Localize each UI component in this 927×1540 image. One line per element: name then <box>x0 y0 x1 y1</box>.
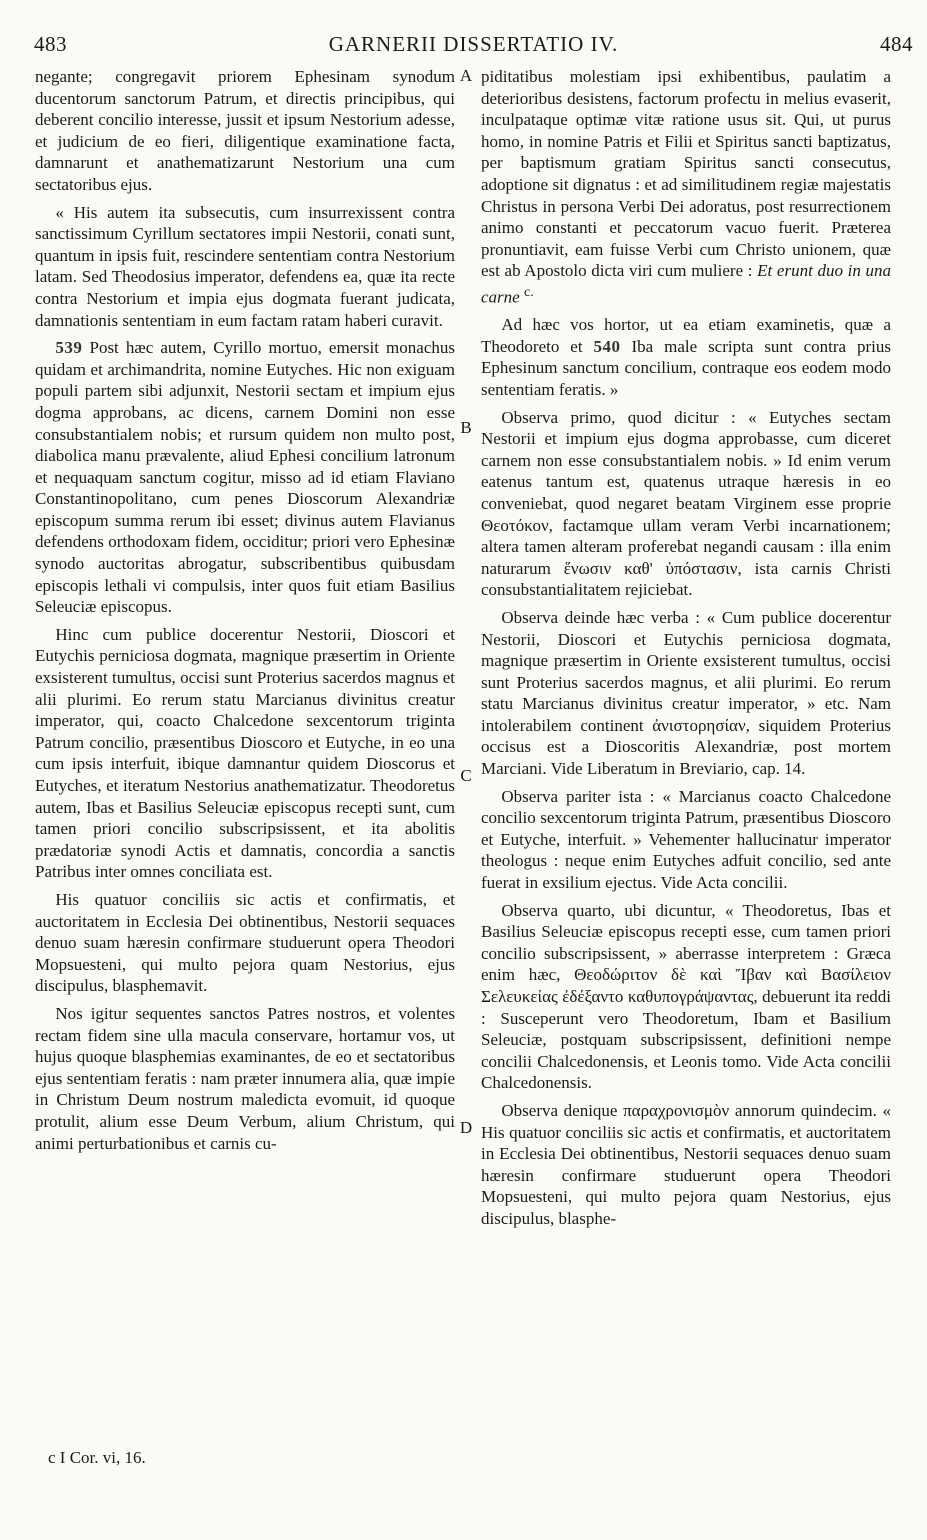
right-paragraph-2-text-b: Iba male scripta sunt contra prius Ephesinum sanctum concilium, contraque eos eodem modo sententiam feratis. » <box>481 336 892 399</box>
right-paragraph-2-text-a: Ad hæc vos hortor, ut ea etiam examinetis, quæ a Theodoreto et <box>481 315 891 356</box>
footnote-ref: c. <box>523 283 534 300</box>
page-number-left: 483 <box>34 32 67 56</box>
margin-letter-a: A <box>459 66 473 85</box>
left-paragraph-3 <box>35 337 455 618</box>
left-paragraph-1: negante; congregavit priorem Ephesinam synodum ducentorum sanctorum Patrum, et directis principibus, qui deberent concilio interesse, jussit et ipsum Nestorium adesse, et judicium de eo fieri, diligentique examinatione facta, damnarunt et anathematizarunt Nestorium una cum sectatoribus ejus. <box>35 67 455 194</box>
right-paragraph-1-text: piditatibus molestiam ipsi exhibentibus, paulatim a deterioribus desistens, factorum profectu in melius evaserit, inculpataque optimæ vitæ ratione usus sit. Qui, ut purus homo, in nomine Patris et Filii et Spiritus sancti baptizatus, per baptismum gratiam Spiritus sancti consecutus, adoptione sit dignatus : et ad similitudinem regiæ majestatis Christus in persona Verbi Dei adoratus, post resurrectionem animo constanti et peccatorum vacuo fuerit. Præterea pronuntiavit, eam fuisse Verbi cum Christo unionem, quæ est ab Apostolo dicta viri cum muliere : <box>481 67 891 281</box>
left-paragraph-6: Nos igitur sequentes sanctos Patres nostros, et volentes rectam fidem sine ulla macula conservare, hortamur vos, ut hujus quoque blasphemias examinantes, de eo et sectatoribus ejus sententiam feratis : nam præter innumera alia, quæ impie in Christum Deum nostrum maledicta evomuit, id quoque protulit, alium esse Deum Verbum, alium Christum, qui animi perturbationibus et carnis cu- <box>35 1003 455 1153</box>
right-paragraph-7: Observa denique παραχρονισμὸν annorum quindecim. « His quatuor conciliis sic actis et confirmatis, et auctoritatem in Ecclesia Dei obtinentibus, Nestorii sequaces denuo suam hæresin confirmare studuerunt opera Theodori Mopsuesteni, qui multo pejora quam Nestorius, ejus discipulus, blasphe- <box>481 1100 891 1228</box>
margin-letter-c: C <box>460 766 472 785</box>
running-header <box>34 32 913 62</box>
left-paragraph-3-text: Post hæc autem, Cyrillo mortuo, emersit monachus quidam et archimandrita, nomine Eutyches. Hic non exiguam populi partem sibi adjunxit, Nestorii sectam et impium ejus dogma approbans, ac dicens, carnem Domini non esse consubstantialem nobis; et rursum quidem non multo post, diabolica manu prævalente, aliud Ephesi concilium latronum et nequaquam sanctum cogitur, misso ad id etiam Flaviano Constantinopolitano, cum penes Dioscorum Alexandriæ episcopum summa rerum ibi esset; divinus autem Flavianus defendens orthodoxam fidem, occiditur; priori vero Ephesinæ synodo auctoritas abrogatur, subscribentibus quibusdam episcopis lethali vi compulsis, inter quos fuit etiam Basilius Seleuciæ episcopus. <box>35 338 455 617</box>
right-paragraph-1 <box>481 66 891 308</box>
right-paragraph-5: Observa pariter ista : « Marcianus coacto Chalcedone concilio sexcentorum triginta Patrum, præsentibus Dioscoro et Eutyche, interfuit. » Vehementer hallucinatur imperator theologus : neque enim Eutyches adfuit concilio, sed ante fuerat in exsilium ejectus. Vide Acta concilii. <box>481 786 891 893</box>
left-paragraph-2: « His autem ita subsecutis, cum insurrexissent contra sanctissimum Cyrillum sectatores impii Nestorii, conati sunt, quantum in ipsis fuit, rescindere sententiam contra Nestorium latam. Sed Theodosius imperator, defendens ea, quæ ita recte contra Nestorium et impia ejus dogmata fuerant judicata, damnationis sententiam in eum factam ratam haberi curavit. <box>35 202 455 330</box>
right-paragraph-6: Observa quarto, ubi dicuntur, « Theodoretus, Ibas et Basilius Seleuciæ episcopus recepti esse, cum tamen priori concilio subscripsissent, » aberrasse interpretem : Græca enim hæc, Θεοδώριτον δὲ καὶ Ἴβαν καὶ Βασίλειον Σελευκείας ἐδέξαντο καθυπογράψαντας, debuerunt ita reddi : Susceperunt vero Theodoretum, Ibam et Basilium Seleuciæ, postquam subscripsissent, definitioni nempe concilii Chalcedonensis, et Leonis tomo. Vide Acta concilii Chalcedonensis. <box>481 900 891 1093</box>
left-paragraph-5: His quatuor conciliis sic actis et confirmatis, et auctoritatem in Ecclesia Dei obtinentibus, Nestorii sequaces denuo suam hæresin confirmare studuerunt opera Theodori Mopsuesteni, qui multo pejora quam Nestorius, ejus discipulus, blasphemavit. <box>35 889 455 996</box>
margin-letter-b: B <box>460 418 472 437</box>
right-paragraph-2 <box>481 314 891 400</box>
left-column <box>35 66 455 1160</box>
right-paragraph-3: Observa primo, quod dicitur : « Eutyches sectam Nestorii et impium ejus dogma approbasse, cum diceret carnem non esse consubstantialem nobis. » Id enim verum eatenus tantum est, quatenus utraque hæresis in eo conveniebat, quod negaret beatam Virginem esse proprie Θεοτόκον, factamque ullam veram Verbi incarnationem; altera tamen alteram proferebat negandi causam : illa enim naturarum ἕνωσιν καθ' ὑπόστασιν, ista carnis Christi consubstantialitatem rejiciebat. <box>481 407 891 600</box>
footnote: c I Cor. vi, 16. <box>48 1448 146 1467</box>
running-title: GARNERII DISSERTATIO IV. <box>328 32 619 56</box>
scripture-quote: Et erunt duo in una carne <box>481 261 892 307</box>
page-number-right: 484 <box>880 32 913 56</box>
column-number-marker-2: 540 <box>593 336 621 356</box>
margin-letter-d: D <box>459 1118 473 1137</box>
right-paragraph-4: Observa deinde hæc verba : « Cum publice docerentur Nestorii, Dioscori et Eutychis perniciosa dogmata, magnique præsertim in Oriente exsisterent tumultus, occisi sunt Proterius sacerdos magnus, et alii plurimi. Eo rerum statu Marcianus divinitus creatur imperator, » etc. Nam intolerabilem continent ἀνιστορησίαν, siquidem Proterius occisus est a Dioscoritis Alexandriæ, post mortem Marciani. Vide Liberatum in Breviario, cap. 14. <box>481 607 891 779</box>
right-column <box>481 66 891 1236</box>
left-paragraph-4: Hinc cum publice docerentur Nestorii, Dioscori et Eutychis perniciosa dogmata, magnique præsertim in Oriente exsisterent tumultus, occisi sunt Proterius sacerdos magnus et alii plurimi. Eo rerum statu Marcianus divinitus creatur imperator, qui, coacto Chalcedone sexcentorum triginta Patrum concilio, præsentibus Dioscoro et Eutyche, in eo una cum ipsis interfuit, ibique damnantur quidem Dioscorus et Eutyches, et iteratum Nestorius anathematizatur. Theodoretus autem, Ibas et Basilius Seleuciæ episcopus recepti sunt, cum tamen priori concilio subscripsissent, et ita abolitis prædatoriæ synodi Actis et damnatis, concordia a sanctis Patribus inter omnes conciliata est. <box>35 624 455 882</box>
column-number-marker: 539 <box>55 338 83 358</box>
